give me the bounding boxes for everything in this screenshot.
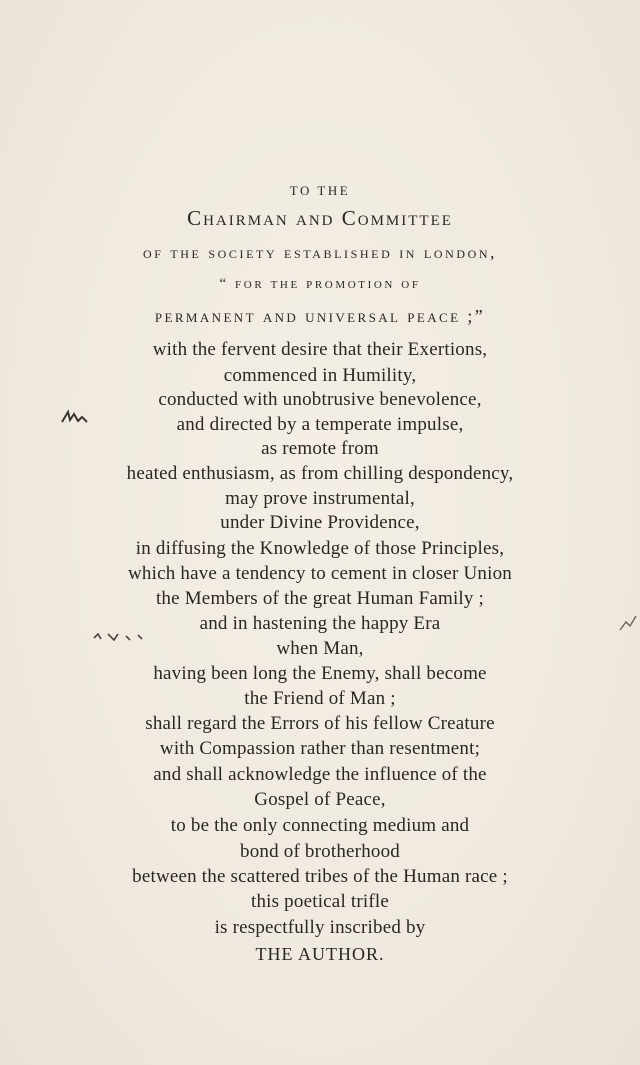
body-line: to be the only connecting medium and — [170, 815, 470, 836]
body-line: with Compassion rather than resentment; — [159, 738, 481, 759]
body-line: the Members of the great Human Family ; — [155, 588, 485, 609]
ink-mark-left-icon — [60, 408, 90, 428]
body-line: shall regard the Errors of his fellow Creature — [145, 713, 495, 734]
body-line: and directed by a temperate impulse, — [176, 414, 464, 435]
body-line: which have a tendency to cement in closer Union — [128, 563, 512, 584]
body-line: commenced in Humility, — [223, 365, 417, 386]
body-line: in diffusing the Knowledge of those Principles, — [135, 538, 505, 559]
body-line: and shall acknowledge the influence of the — [153, 764, 487, 785]
body-line: the Friend of Man ; — [244, 688, 396, 709]
body-line: when Man, — [276, 638, 364, 659]
body-line: bond of brotherhood — [240, 841, 400, 862]
dedication-peace-line: permanent and universal peace ;” — [154, 306, 486, 326]
body-line: Gospel of Peace, — [254, 789, 386, 810]
body-line: between the scattered tribes of the Human race ; — [132, 866, 508, 887]
body-line: and in hastening the happy Era — [199, 613, 441, 634]
body-line: may prove instrumental, — [225, 488, 415, 509]
body-line: having been long the Enemy, shall become — [153, 663, 487, 684]
body-line: conducted with unobtrusive benevolence, — [158, 389, 482, 410]
body-line: heated enthusiasm, as from chilling despondency, — [126, 463, 514, 484]
ink-mark-row-icon — [92, 630, 152, 644]
body-line: this poetical trifle — [250, 891, 389, 912]
author-signature: THE AUTHOR. — [255, 944, 385, 964]
body-line: under Divine Providence, — [220, 512, 420, 533]
dedication-promotion-line: “ for the promotion of — [219, 276, 421, 292]
dedication-society-line: of the society established in london, — [142, 243, 498, 262]
dedication-heading-chairman: Chairman and Committee — [187, 206, 453, 230]
body-line: is respectfully inscribed by — [214, 917, 426, 938]
dedication-to-the: TO THE — [289, 183, 351, 198]
body-line: with the fervent desire that their Exertions, — [152, 339, 488, 360]
ink-mark-right-icon — [618, 612, 638, 634]
body-line: as remote from — [261, 438, 379, 459]
